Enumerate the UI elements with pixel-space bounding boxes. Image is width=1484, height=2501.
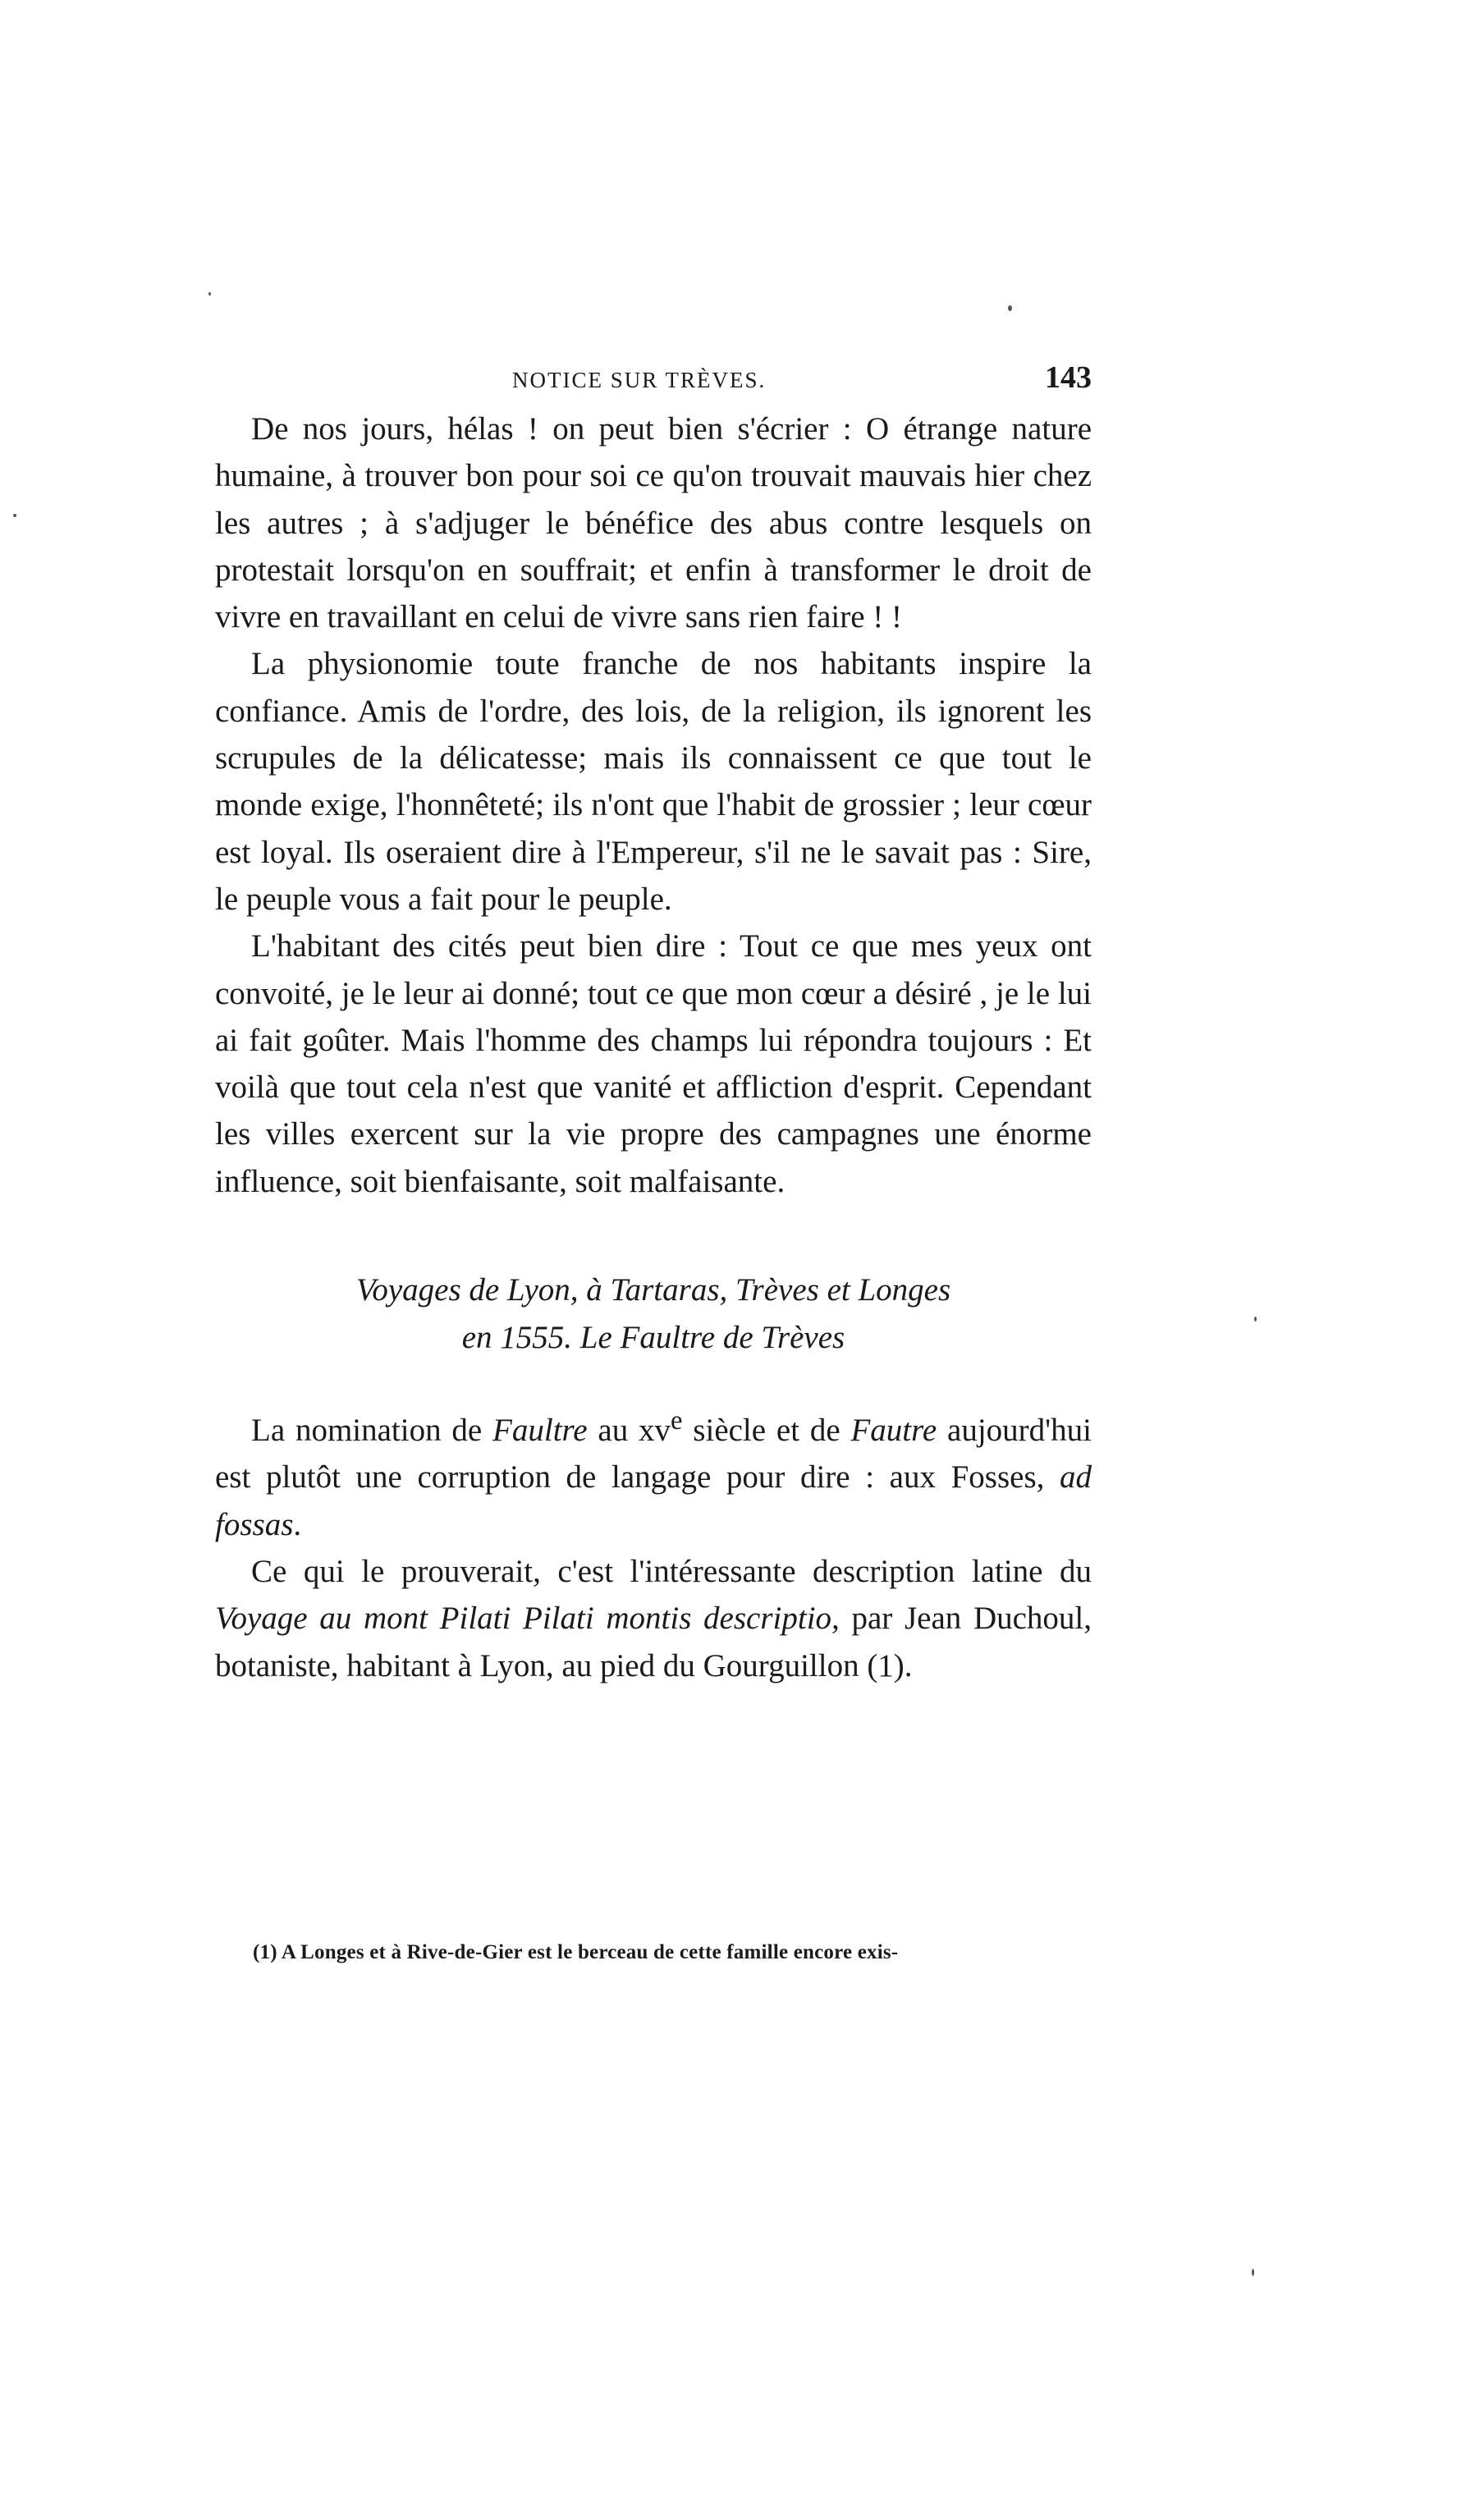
paragraph-4-text-1: La nomination de xyxy=(251,1413,493,1449)
paragraph-3: L'habitant des cités peut bien dire : Tout ce que mes yeux ont convoité, je le leur ai donné; tout ce que mon cœur a désiré , je le lui ai fait goûter. Mais l'homme des champs lui répondra toujours : Et voilà que tout cela n'est que vanité et affliction d'esprit. Cependant les villes exercent sur la vie propre des campagnes une énorme influence, soit bienfaisante, soit malfaisante. xyxy=(215,928,1092,1199)
paragraph-4-text-2: au xv xyxy=(587,1413,671,1449)
footnote: (1) A Longes et à Rive-de-Gier est le berceau de cette famille encore exis- xyxy=(253,1941,899,1963)
scan-speck xyxy=(208,292,211,295)
paragraph-4-text-4: aujourd'hui est plutôt une corruption de langage pour dire : aux Fosses, xyxy=(215,1413,1092,1496)
paragraph-4-text-5: . xyxy=(293,1506,302,1542)
page-number: 143 xyxy=(1045,360,1092,395)
paragraph-4-superscript: e xyxy=(671,1406,683,1436)
scan-speck xyxy=(13,514,16,517)
paragraph-5-text-1: Ce qui le prouverait, c'est l'intéressante description latine du xyxy=(251,1553,1092,1589)
section-heading xyxy=(215,1267,1092,1362)
paragraph-4-italic-ad-fossas: ad fossas xyxy=(215,1459,1092,1542)
running-title: NOTICE SUR TRÈVES. xyxy=(512,368,767,392)
paragraph-5-italic-title: Voyage au mont Pilati Pilati montis descriptio, xyxy=(215,1601,840,1637)
scan-speck xyxy=(1254,1317,1257,1321)
paragraph-1: De nos jours, hélas ! on peut bien s'écrier : O étrange nature humaine, à trouver bon pour soi ce qu'on trouvait mauvais hier chez les autres ; à s'adjuger le bénéfice des abus contre lesquels on protestait lorsqu'on en souffrait; et enfin à transformer le droit de vivre en travaillant en celui de vivre sans rien faire ! ! xyxy=(215,411,1092,635)
section-heading-line-2: en 1555. Le Faultre de Trèves xyxy=(461,1320,845,1356)
paragraph-4-text-3: siècle et de xyxy=(682,1413,851,1449)
scan-speck xyxy=(1252,2269,1254,2276)
paragraph-5 xyxy=(215,1548,1092,1689)
scan-speck xyxy=(1008,305,1012,311)
paragraph-4-italic-faultre: Faultre xyxy=(492,1413,588,1449)
paragraph-5-text-2: par Jean Duchoul, botaniste, habitant à Lyon, au pied du Gourguillon (1). xyxy=(215,1601,1092,1683)
section-heading-line-1: Voyages de Lyon, à Tartaras, Trèves et Longes xyxy=(355,1272,951,1308)
paragraph-2: La physionomie toute franche de nos habitants inspire la confiance. Amis de l'ordre, des lois, de la religion, ils ignorent les scrupules de la délicatesse; mais ils connaissent ce que tout le monde exige, l'honnêteté; ils n'ont que l'habit de grossier ; leur cœur est loyal. Ils oseraient dire à l'Empereur, s'il ne le savait pas : Sire, le peuple vous a fait pour le peuple. xyxy=(215,646,1092,917)
running-head xyxy=(215,360,1092,401)
paragraph-4 xyxy=(215,1398,1092,1548)
body-text xyxy=(215,405,1092,1689)
paragraph-4-italic-fautre: Fautre xyxy=(850,1413,937,1449)
